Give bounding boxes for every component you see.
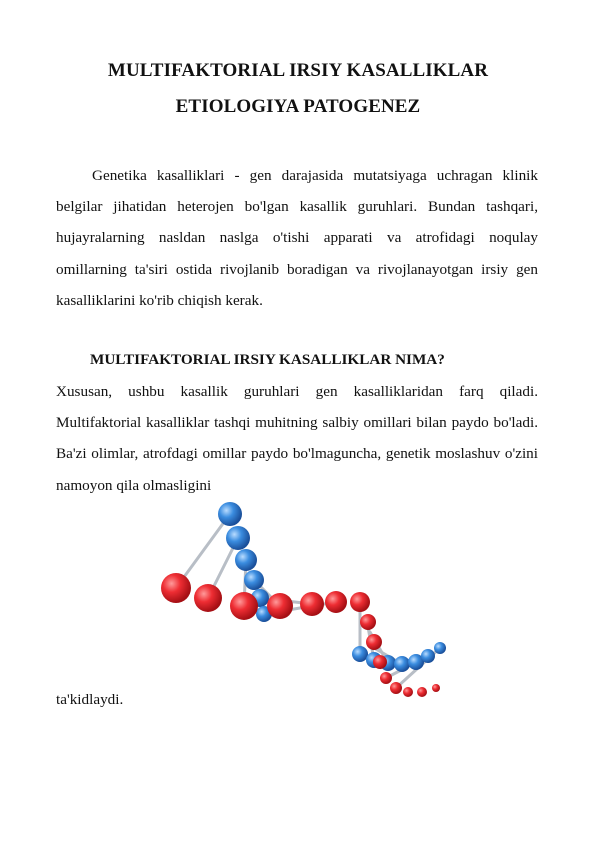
dna-blue-sphere [218, 502, 242, 526]
section-heading: MULTIFAKTORIAL IRSIY KASALLIKLAR NIMA? [90, 351, 445, 368]
dna-red-sphere [350, 592, 370, 612]
dna-red-sphere [267, 593, 293, 619]
dna-red-sphere [380, 672, 392, 684]
dna-red-sphere [230, 592, 258, 620]
paragraph-intro: Genetika kasalliklari - gen darajasida mutatsiyaga uchragan klinik belgilar jihatidan heterojen bo'lgan kasallik guruhlari. Bundan tashqari, hujayralarning nasldan naslga o'tishi apparati va atrofidagi noqulay omillarning ta'siri ostida rivojlanib boradigan va rivojlanayotgan irsiy gen kasalliklarini ko'rib chiqish kerak. [56, 167, 538, 309]
trailing-text: ta'kidlaydi. [56, 691, 124, 708]
dna-blue-sphere [434, 642, 446, 654]
dna-red-sphere [366, 634, 382, 650]
dna-red-sphere [417, 687, 427, 697]
dna-blue-sphere [244, 570, 264, 590]
dna-blue-sphere [226, 526, 250, 550]
document-title-line1: MULTIFAKTORIAL IRSIY KASALLIKLAR [107, 60, 489, 81]
dna-red-sphere [161, 573, 191, 603]
dna-blue-sphere [235, 549, 257, 571]
dna-red-sphere [373, 655, 387, 669]
dna-red-sphere [390, 682, 402, 694]
dna-red-sphere [432, 684, 440, 692]
dna-red-sphere [360, 614, 376, 630]
dna-blue-sphere [421, 649, 435, 663]
dna-red-sphere [300, 592, 324, 616]
dna-red-sphere [194, 584, 222, 612]
dna-blue-sphere [352, 646, 368, 662]
dna-red-sphere [325, 591, 347, 613]
document-title-line2: ETIOLOGIYA PATOGENEZ [175, 96, 421, 117]
dna-red-sphere [403, 687, 413, 697]
dna-helix-icon [160, 502, 466, 706]
paragraph-explanation: Xususan, ushbu kasallik guruhlari gen kasalliklaridan farq qiladi. Multifaktorial kasalliklar tashqi muhitning salbiy omillari bilan paydo bo'ladi. Ba'zi olimlar, atrofdagi omillar paydo bo'lmaguncha, genetik moslashuv o'zini namoyon qila olmasligini [56, 383, 538, 494]
dna-blue-sphere [394, 656, 410, 672]
